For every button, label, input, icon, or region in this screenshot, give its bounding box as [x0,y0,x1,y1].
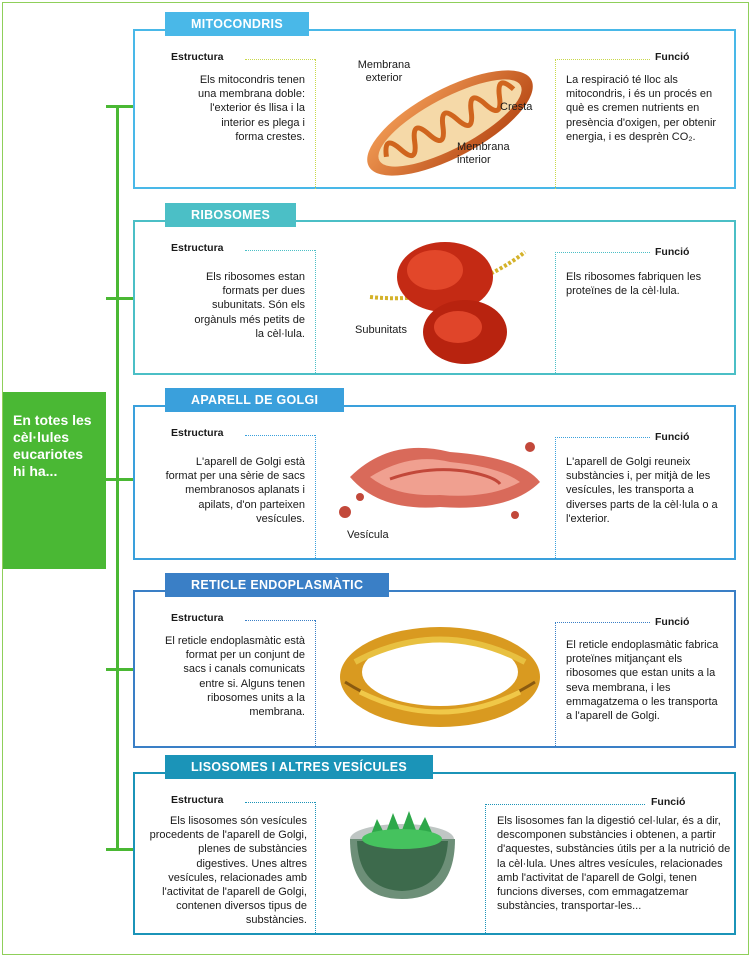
divider [315,250,316,375]
function-text: El reticle endoplasmàtic fabrica proteïnes mitjançant els ribosomes que estan units a la seva membrana, i les emmagatzema o les transporta a l'aparell de Golgi. [566,639,719,723]
label-vesicle: Vesícula [347,529,389,541]
section-title: RETICLE ENDOPLASMÀTIC [165,573,389,597]
divider [315,435,316,560]
structure-title: Estructura [171,427,224,439]
structure-text: Els ribosomes estan formats per dues subunitats. Són els orgànuls més petits de la cèl·lula. [194,271,305,340]
divider [555,252,556,375]
section-reticle [133,578,736,748]
function-title: Funció [655,51,690,63]
function-text: Els lisosomes fan la digestió cel·lular, és a dir, descomponen substàncies i obtenen, a partir d'aquestes, substàncies útils per a la nutrició de la cèl·lula. Unes altres vesícules, relacionades amb l'activitat de l'aparell de Golgi, tenen funcions diverses, com emmagatzemar substàncies, transportar-les... [497,815,731,913]
divider [555,59,650,60]
divider [555,437,650,438]
structure-title: Estructura [171,51,224,63]
divider [245,435,315,436]
connector-branch-liso [106,848,133,851]
ribosome-illustration [360,232,530,372]
divider [555,622,556,748]
section-mitocondris [133,17,736,189]
structure-text: El reticle endoplasmàtic està format per un conjunt de sacs i canals comunicats entre si. Alguns tenen ribosomes units a la membrana. [165,635,306,719]
function-title: Funció [655,246,690,258]
section-title: APARELL DE GOLGI [165,388,344,412]
lysosome-illustration [345,799,460,909]
section-title: MITOCONDRIS [165,12,309,36]
function-title: Funció [655,431,690,443]
structure-title: Estructura [171,612,224,624]
function-title: Funció [651,796,686,808]
golgi-illustration [330,427,550,527]
divider [245,802,315,803]
structure-text: Els lisosomes són vesícules procedents de l'aparell de Golgi, plenes de substàncies digestives. Unes altres vesícules, relacionades amb l'activitat de l'aparell de Golgi, contenen diversos tipus de substàncies. [149,815,307,927]
divider [245,250,315,251]
divider [485,804,645,805]
structure-text: L'aparell de Golgi està format per una sèrie de sacs membranosos aplanats i apilats, d'on parteixen vesícules. [165,456,305,525]
connector-branch-ribo [106,297,133,300]
divider [245,59,315,60]
connector-branch-golgi [106,478,133,481]
connector-branch-reticle [106,668,133,671]
divider [555,59,556,189]
side-label: En totes les cèl·lules eucariotes hi ha... [3,392,106,569]
label-subunits: Subunitats [355,324,407,336]
label-outer-membrane: Membrana exterior [357,59,411,84]
divider [555,437,556,560]
reticle-illustration [330,612,550,737]
function-text: La respiració té lloc als mitocondris, i és un procés en què es cremen nutrients en presència d'oxigen, per obtenir energia, i es desprèn CO₂. [566,74,717,143]
structure-text: Els mitocondris tenen una membrana doble: l'exterior és llisa i la interior es plega i forma crestes. [197,74,305,143]
structure-title: Estructura [171,794,224,806]
label-crest: Cresta [500,101,533,113]
divider [315,59,316,189]
section-title: LISOSOMES I ALTRES VESÍCULES [165,755,433,779]
divider [555,252,650,253]
divider [485,804,486,935]
divider [555,622,650,623]
section-ribosomes [133,208,736,375]
divider [315,620,316,748]
function-text: Els ribosomes fabriquen les proteïnes de la cèl·lula. [566,271,702,298]
divider [315,802,316,935]
label-inner-membrane: Membrana interior [457,141,510,166]
connector-branch-mito [106,105,133,108]
section-title: RIBOSOMES [165,203,296,227]
section-golgi [133,393,736,560]
divider [245,620,315,621]
function-title: Funció [655,616,690,628]
section-lisosomes [133,760,736,935]
structure-title: Estructura [171,242,224,254]
function-text: L'aparell de Golgi reuneix substàncies i, per mitjà de les vesícules, les transporta a diverses parts de la cèl·lula o a l'exterior. [566,456,718,525]
